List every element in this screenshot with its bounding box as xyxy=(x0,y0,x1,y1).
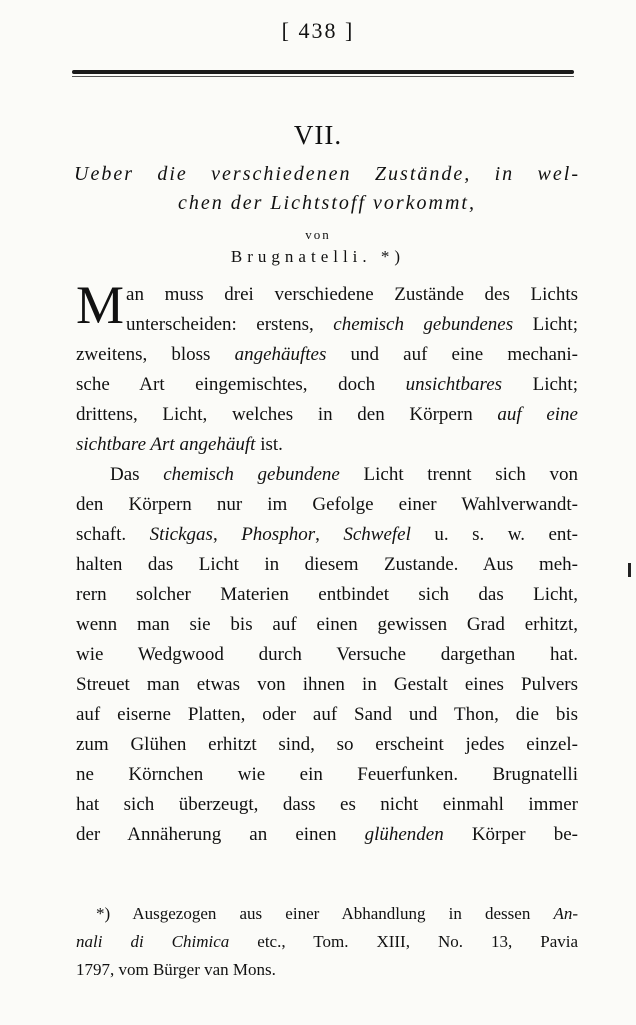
text-span: drittens, Licht, welches in den Körpern xyxy=(76,404,498,425)
text-line: wie Wedgwood durch Versuche dargethan hat. xyxy=(76,644,578,665)
text-line xyxy=(76,520,578,550)
italic-span: chemisch gebundene xyxy=(163,464,340,485)
author-name: Brugnatelli. *) xyxy=(230,247,406,266)
text-span: Licht; xyxy=(513,314,578,335)
page-number: [ 438 ] xyxy=(281,18,355,43)
footnote-line: 1797, vom Bürger van Mons. xyxy=(76,960,276,979)
text-line: auf eiserne Platten, oder auf Sand und Thon, die bis xyxy=(76,704,578,725)
body-text xyxy=(76,275,579,850)
italic-span: chemisch gebundenes xyxy=(333,314,514,335)
text-line: den Körpern nur im Gefolge einer Wahlverwandt- xyxy=(76,494,578,515)
italic-span: angehäuftes xyxy=(234,344,327,365)
text-span: etc., Tom. XIII, No. 13, Pavia xyxy=(229,932,579,951)
text-span: Körper be- xyxy=(443,824,578,845)
text-line xyxy=(76,430,578,460)
text-span: , xyxy=(212,524,242,545)
text-span: *) Ausgezogen aus einer Abhandlung in dessen xyxy=(96,904,554,923)
text-span: zweitens, bloss xyxy=(76,344,235,365)
text-line: wenn man sie bis auf einen gewissen Grad erhitzt, xyxy=(76,614,578,635)
footnote-line xyxy=(76,928,578,956)
text-span: Das xyxy=(110,464,164,485)
title-line-2: chen der Lichtstoff vorkommt, xyxy=(178,192,476,214)
italic-span: sichtbare Art angehäuft xyxy=(76,434,256,455)
text-span: Licht trennt sich von xyxy=(339,464,578,485)
page-edge-mark xyxy=(628,563,631,577)
text-line: rern solcher Materien entbindet sich das Licht, xyxy=(76,584,578,605)
italic-span: nali di Chimica xyxy=(76,932,230,951)
text-span: sche Art eingemischtes, doch xyxy=(76,374,406,395)
drop-cap: M xyxy=(76,275,125,335)
paragraph-1 xyxy=(76,275,579,460)
paragraph-2 xyxy=(76,460,578,850)
chapter-title xyxy=(74,160,580,218)
text-line: zum Glühen erhitzt sind, so erscheint jedes einzel- xyxy=(76,734,578,755)
text-line xyxy=(76,340,578,370)
footnote xyxy=(76,900,579,984)
italic-span: unsichtbares xyxy=(405,374,503,395)
text-line xyxy=(76,400,578,430)
text-line xyxy=(76,820,578,850)
italic-span: Schwefel xyxy=(343,524,411,545)
text-span: der Annäherung an einen xyxy=(76,824,365,845)
text-span: Licht; xyxy=(502,374,578,395)
italic-span: An- xyxy=(553,904,578,923)
text-line xyxy=(76,460,578,490)
italic-span: Stickgas xyxy=(149,524,213,545)
text-line: an muss drei verschiedene Zustände des Lichts xyxy=(126,284,578,305)
text-line: Streuet man etwas von ihnen in Gestalt eines Pulvers xyxy=(76,674,578,695)
text-span: und auf eine mechani- xyxy=(326,344,579,365)
italic-span: glühenden xyxy=(364,824,444,845)
byline-von: von xyxy=(305,227,331,242)
header-rule-thin xyxy=(72,76,574,77)
text-line: hat sich überzeugt, dass es nicht einmahl immer xyxy=(76,794,578,815)
text-span: , xyxy=(315,524,344,545)
footnote-line xyxy=(96,900,578,928)
text-line xyxy=(76,370,578,400)
text-span: ist. xyxy=(255,434,283,455)
text-span: u. s. w. ent- xyxy=(410,524,579,545)
chapter-number: VII. xyxy=(293,120,343,150)
text-line xyxy=(76,310,578,340)
text-span: schaft. xyxy=(76,524,150,545)
text-line: ne Körnchen wie ein Feuerfunken. Brugnatelli xyxy=(76,764,578,785)
title-line-1: Ueber die verschiedenen Zustände, in wel- xyxy=(74,163,580,185)
italic-span: Phosphor xyxy=(241,524,316,545)
italic-span: auf eine xyxy=(497,404,578,425)
text-span: unterscheiden: erstens, xyxy=(126,314,334,335)
header-rule xyxy=(72,70,574,74)
text-line: halten das Licht in diesem Zustande. Aus meh- xyxy=(76,554,578,575)
